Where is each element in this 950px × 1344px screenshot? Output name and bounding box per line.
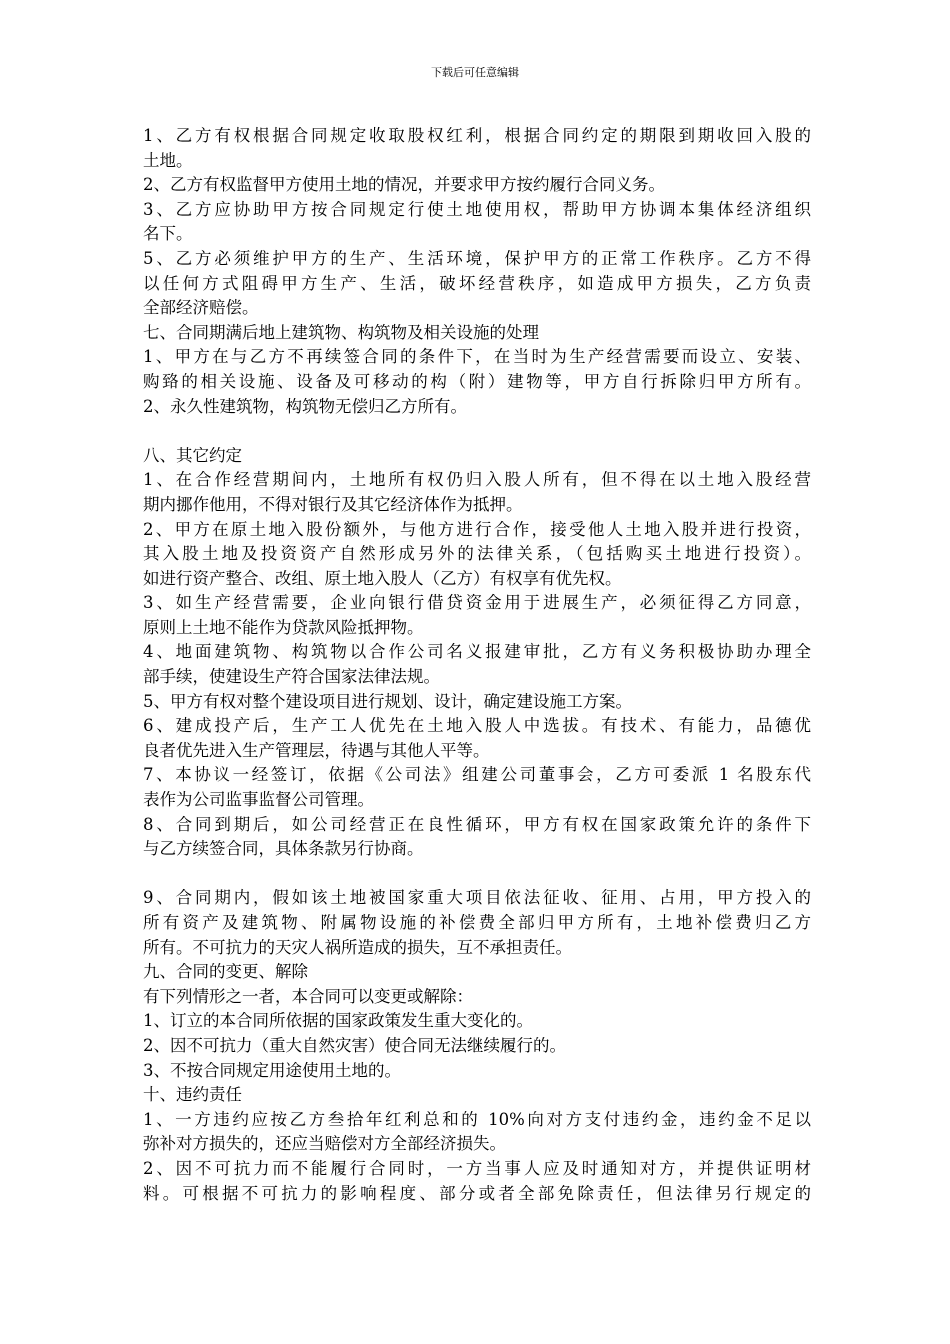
paragraph-line: 如进行资产整合、改组、原土地入股人（乙方）有权享有优先权。 [143, 568, 622, 588]
paragraph-line: 1、一方违约应按乙方叁拾年红利总和的 10%向对方支付违约金，违约金不足以 [143, 1109, 811, 1129]
paragraph-line: 弥补对方损失的，还应当赔偿对方全部经济损失。 [143, 1134, 506, 1154]
paragraph-line: 5、甲方有权对整个建设项目进行规划、设计，确定建设施工方案。 [143, 691, 632, 711]
paragraph-line: 8、合同到期后，如公司经营正在良性循环，甲方有权在国家政策允许的条件下 [143, 814, 811, 834]
paragraph-line: 9、合同期内，假如该土地被国家重大项目依法征收、征用、占用，甲方投入的 [143, 888, 811, 908]
paragraph-line: 2、甲方在原土地入股份额外，与他方进行合作，接受他人土地入股并进行投资， [143, 519, 811, 539]
blank-line [143, 862, 811, 887]
paragraph-line: 原则上土地不能作为贷款风险抵押物。 [143, 617, 424, 637]
paragraph-line: 表作为公司监事监督公司管理。 [143, 790, 374, 810]
paragraph-line: 七、合同期满后地上建筑物、构筑物及相关设施的处理 [143, 322, 539, 342]
paragraph-line: 2、因不可抗力而不能履行合同时，一方当事人应及时通知对方，并提供证明材 [143, 1158, 811, 1178]
paragraph-line: 购臵的相关设施、设备及可移动的构（附）建物等，甲方自行拆除归甲方所有。 [143, 371, 811, 391]
paragraph-line: 2、乙方有权监督甲方使用土地的情况，并要求甲方按约履行合同义务。 [143, 175, 665, 195]
paragraph-line: 2、永久性建筑物，构筑物无偿归乙方所有。 [143, 396, 467, 416]
paragraph-line: 3、乙方应协助甲方按合同规定行使土地使用权，帮助甲方协调本集体经济组织 [143, 199, 811, 219]
paragraph-line: 3、如生产经营需要，企业向银行借贷资金用于进展生产，必须征得乙方同意， [143, 593, 811, 613]
paragraph-line: 所有。不可抗力的天灾人祸所造成的损失，互不承担责任。 [143, 937, 572, 957]
paragraph-line: 2、因不可抗力（重大自然灾害）使合同无法继续履行的。 [143, 1035, 566, 1055]
page-header: 下载后可任意编辑 [431, 66, 519, 79]
paragraph-line: 以任何方式阻碍甲方生产、生活，破坏经营秩序，如造成甲方损失，乙方负责 [143, 273, 811, 293]
paragraph-line: 1、在合作经营期间内，土地所有权仍归入股人所有，但不得在以土地入股经营 [143, 470, 811, 490]
document-body [143, 124, 811, 1206]
paragraph-line: 料。可根据不可抗力的影响程度、部分或者全部免除责任，但法律另行规定的 [143, 1183, 811, 1203]
paragraph-line: 其入股土地及投资资产自然形成另外的法律关系，（包括购买土地进行投资）。 [143, 544, 811, 564]
paragraph-line: 6、建成投产后，生产工人优先在土地入股人中选拔。有技术、有能力，品德优 [143, 716, 811, 736]
paragraph-line: 1、订立的本合同所依据的国家政策发生重大变化的。 [143, 1011, 533, 1031]
paragraph-line: 期内挪作他用，不得对银行及其它经济体作为抵押。 [143, 494, 523, 514]
paragraph-line: 所有资产及建筑物、附属物设施的补偿费全部归甲方所有，土地补偿费归乙方 [143, 913, 811, 932]
paragraph-line: 1、甲方在与乙方不再续签合同的条件下，在当时为生产经营需要而设立、安装、 [143, 347, 811, 367]
paragraph-line: 有下列情形之一者，本合同可以变更或解除： [143, 986, 473, 1006]
paragraph-line: 3、不按合同规定用途使用土地的。 [143, 1060, 401, 1080]
paragraph-line: 1、乙方有权根据合同规定收取股权红利，根据合同约定的期限到期收回入股的 [143, 126, 811, 145]
paragraph-line: 7、本协议一经签订，依据《公司法》组建公司董事会，乙方可委派 1 名股东代 [143, 765, 811, 785]
paragraph-line: 全部经济赔偿。 [143, 298, 259, 318]
paragraph-line: 名下。 [143, 224, 193, 244]
paragraph-line: 土地。 [143, 150, 193, 170]
paragraph-line: 与乙方续签合同，具体条款另行协商。 [143, 839, 424, 859]
paragraph-line: 部手续，使建设生产符合国家法律法规。 [143, 667, 440, 687]
blank-line [143, 419, 811, 444]
paragraph-line: 十、违约责任 [143, 1085, 242, 1105]
paragraph-line: 良者优先进入生产管理层，待遇与其他人平等。 [143, 740, 490, 760]
paragraph-line: 九、合同的变更、解除 [143, 962, 308, 982]
paragraph-line: 八、其它约定 [143, 445, 242, 465]
paragraph-line: 4、地面建筑物、构筑物以合作公司名义报建审批，乙方有义务积极协助办理全 [143, 642, 811, 662]
paragraph-line: 5、乙方必须维护甲方的生产、生活环境，保护甲方的正常工作秩序。乙方不得 [143, 248, 811, 268]
